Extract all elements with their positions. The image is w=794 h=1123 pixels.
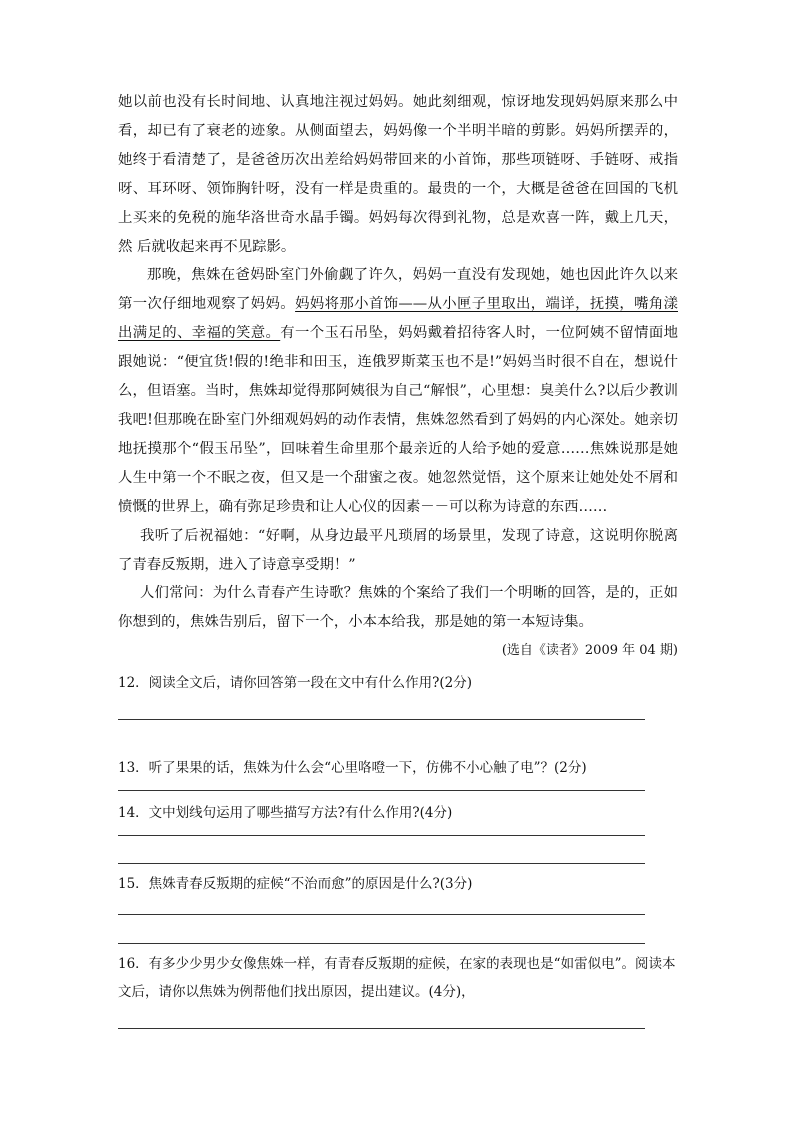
exam-page: [118, 88, 678, 1029]
question-15: 15．焦姝青春反叛期的症候“不治而愈”的原因是什么?(3分): [118, 876, 473, 893]
source-citation: (选自《读者》2009 年 04 期): [501, 643, 678, 659]
passage-paragraph-1: 她以前也没有长时间地、认真地注视过妈妈。她此刻细观，惊讶地发现妈妈原来那么中看，却已有了衰老的迹象。从侧面望去，妈妈像一个半明半暗的剪影。妈妈所摆弄的，她终于看清楚了，是爸爸历次出差给妈妈带回来的小首饰，那些项链呀、手链呀、戒指呀、耳环呀、领饰胸针呀，没有一样是贵重的。最贵的一个，大概是爸爸在回国的飞机上买来的免税的施华洛世奇水晶手镯。妈妈每次得到礼物，总是欢喜一阵，戴上几天，然 后就收起来再不见踪影。: [118, 94, 678, 255]
answer-line-q15-2[interactable]: [118, 943, 645, 944]
question-16: 16．有多少少男少女像焦姝一样，有青春反叛期的症候，在家的表现也是“如雷似电”。阅读本文后，请你以焦姝为例帮他们找出原因，提出建议。(4分)，: [118, 956, 676, 1001]
passage-paragraph-3: 我听了后祝福她：“好啊，从身边最平凡琐屑的场景里，发现了诗意，这说明你脱离了青春反叛期，进入了诗意享受期！”: [118, 527, 678, 573]
answer-line-q15-1[interactable]: [118, 914, 645, 915]
answer-line-q16-1[interactable]: [118, 1028, 645, 1029]
paragraph-2-intro: 那晚，焦姝在爸妈卧室门外偷觑了许久，妈妈一直没有发现她，她也因此许久以来第一次仔细地观察了妈妈。: [118, 267, 678, 313]
paragraph-2-rest: 有一个玉石吊坠，妈妈戴着招待客人时，一位阿姨不留情面地跟她说：“便宜货!假的!绝非和田玉，连俄罗斯菜玉也不是!”妈妈当时很不自在，想说什么，但语塞。当时，焦姝却觉得那阿姨很为自己“解恨”，心里想：臭美什么?以后少教训我吧!但那晚在卧室门外细观妈妈的动作表情，焦姝忽然看到了妈妈的内心深处。她亲切地抚摸那个“假玉吊坠”，回味着生命里那个最亲近的人给予她的爱意……焦姝说那是她人生中第一个不眠之夜，但又是一个甜蜜之夜。她忽然觉悟，这个原来让她处处不屑和愤慨的世界上，确有弥足珍贵和让人心仪的因素－－可以称为诗意的东西……: [118, 325, 678, 515]
passage-paragraph-2: [118, 261, 678, 521]
passage-paragraph-4: 人们常问：为什么青春产生诗歌？焦姝的个案给了我们一个明晰的回答，是的，正如你想到的，焦姝告别后，留下一个，小本本给我，那是她的第一本短诗集。: [118, 585, 678, 631]
underlined-sentence: 妈妈将那小首饰——从小匣子里取出，端详，抚摸，嘴角漾出满足的、幸福的笑意。: [118, 296, 678, 342]
answer-line-q14-1[interactable]: [118, 835, 645, 836]
question-12: 12．阅读全文后，请你回答第一段在文中有什么作用?(2分): [118, 675, 473, 692]
answer-line-q13-1[interactable]: [118, 790, 645, 791]
answer-line-q12-1[interactable]: [118, 719, 645, 720]
answer-line-q14-2[interactable]: [118, 863, 645, 864]
question-13: 13．听了果果的话，焦姝为什么会“心里咯噔一下，仿佛不小心触了电”？(2分): [118, 760, 587, 777]
question-14: 14．文中划线句运用了哪些描写方法?有什么作用?(4分): [118, 805, 453, 822]
